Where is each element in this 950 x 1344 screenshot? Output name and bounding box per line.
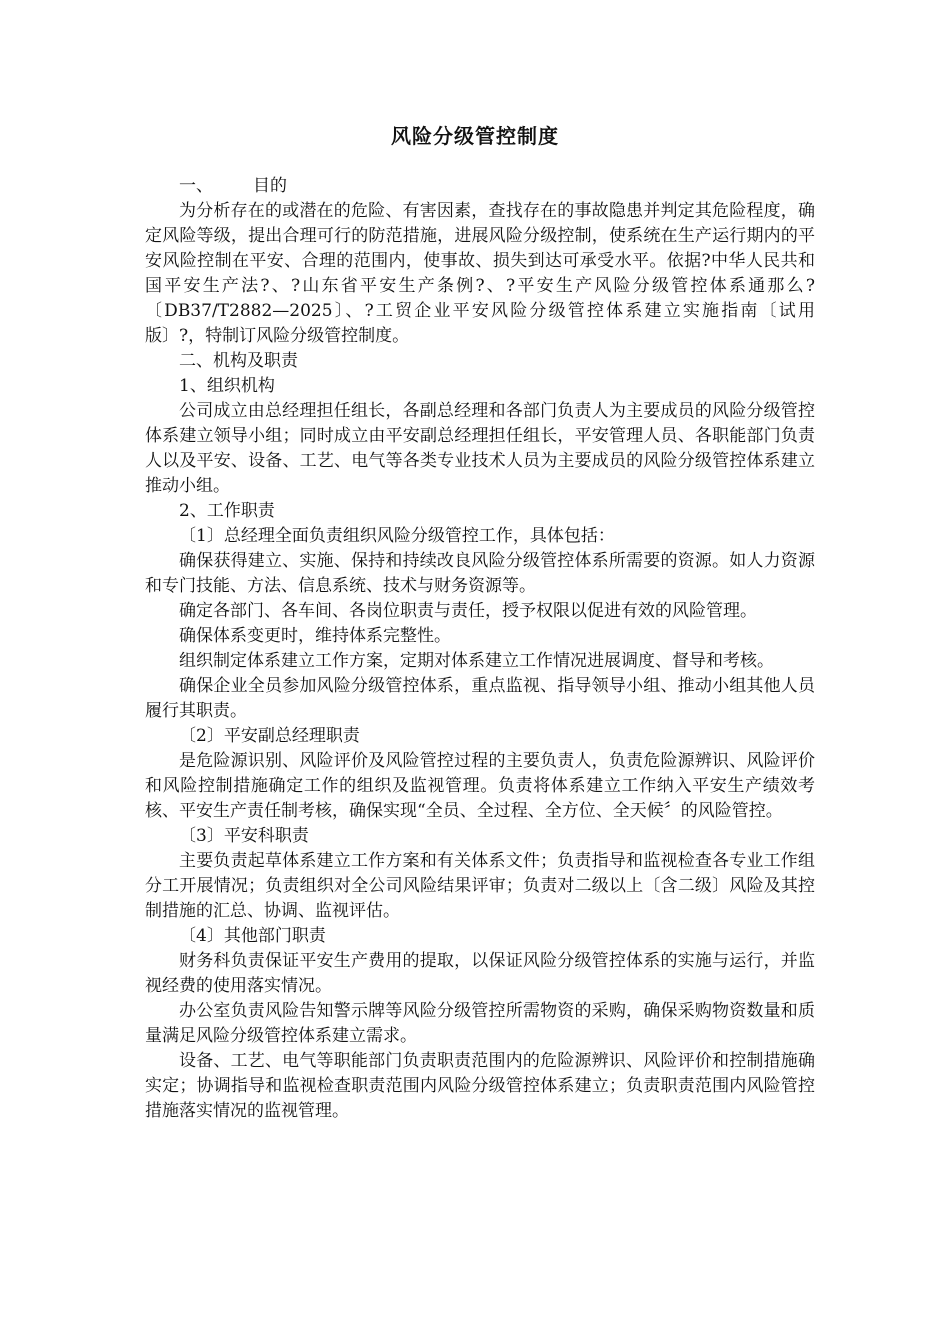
duty-1-paragraph-1: 确保获得建立、实施、保持和持续改良风险分级管控体系所需要的资源。如人力资源和专门技能、方法、信息系统、技术与财务资源等。 — [145, 551, 815, 596]
section-1-number: 一、 — [179, 176, 213, 196]
document-body — [145, 174, 815, 1124]
document-title: 风险分级管控制度 — [391, 124, 559, 148]
duty-2-heading: 〔2〕平安副总经理职责 — [179, 726, 360, 746]
section-1-paragraph: 为分析存在的或潜在的危险、有害因素，查找存在的事故隐患并判定其危险程度，确定风险等级，提出合理可行的防范措施，进展风险分级控制，使系统在生产运行期内的平安风险控制在平安、合理的范围内，使事故、损失到达可承受水平。依据?中华人民共和国平安生产法?、?山东省平安生产条例?、?平安生产风险分级管控体系通那么?〔DB37/T2882—2025〕、?工贸企业平安风险分级管控体系建立实施指南〔试用版〕?，特制订风险分级管控制度。 — [145, 201, 815, 346]
duty-3-heading: 〔3〕平安科职责 — [179, 826, 309, 846]
subsection-organization-paragraph: 公司成立由总经理担任组长，各副总经理和各部门负责人为主要成员的风险分级管控体系建立领导小组；同时成立由平安副总经理担任组长，平安管理人员、各职能部门负责人以及平安、设备、工艺、电气等各类专业技术人员为主要成员的风险分级管控体系建立推动小组。 — [145, 401, 815, 496]
duty-1-paragraph-4: 组织制定体系建立工作方案，定期对体系建立工作情况进展调度、督导和考核。 — [179, 651, 774, 671]
duty-1-paragraph-2: 确定各部门、各车间、各岗位职责与责任，授予权限以促进有效的风险管理。 — [179, 601, 757, 621]
subsection-organization-heading: 1、组织机构 — [179, 376, 275, 396]
duty-2-paragraph-1: 是危险源识别、风险评价及风险管控过程的主要负责人，负责危险源辨识、风险评价和风险控制措施确定工作的组织及监视管理。负责将体系建立工作纳入平安生产绩效考核、平安生产责任制考核，确保实现“全员、全过程、全方位、全天候〞的风险管控。 — [145, 751, 815, 821]
duty-4-paragraph-1: 财务科负责保证平安生产费用的提取，以保证风险分级管控体系的实施与运行，并监视经费的使用落实情况。 — [145, 951, 815, 996]
section-2-heading: 二、机构及职责 — [179, 351, 298, 371]
subsection-duties-heading: 2、工作职责 — [179, 501, 275, 521]
duty-1-heading: 〔1〕总经理全面负责组织风险分级管控工作，具体包括： — [179, 526, 615, 546]
section-1-title: 目的 — [253, 176, 287, 196]
duty-4-heading: 〔4〕其他部门职责 — [179, 926, 326, 946]
duty-3-paragraph-1: 主要负责起草体系建立工作方案和有关体系文件；负责指导和监视检查各专业工作组分工开展情况；负责组织对全公司风险结果评审；负责对二级以上〔含二级〕风险及其控制措施的汇总、协调、监视评估。 — [145, 851, 815, 921]
duty-1-paragraph-3: 确保体系变更时，维持体系完整性。 — [179, 626, 451, 646]
duty-4-paragraph-3: 设备、工艺、电气等职能部门负责职责范围内的危险源辨识、风险评价和控制措施确实定；协调指导和监视检查职责范围内风险分级管控体系建立；负责职责范围内风险管控措施落实情况的监视管理。 — [145, 1051, 815, 1121]
duty-4-paragraph-2: 办公室负责风险告知警示牌等风险分级管控所需物资的采购，确保采购物资数量和质量满足风险分级管控体系建立需求。 — [145, 1001, 815, 1046]
duty-1-paragraph-5: 确保企业全员参加风险分级管控体系，重点监视、指导领导小组、推动小组其他人员履行其职责。 — [145, 676, 815, 721]
section-1-heading — [145, 174, 815, 199]
